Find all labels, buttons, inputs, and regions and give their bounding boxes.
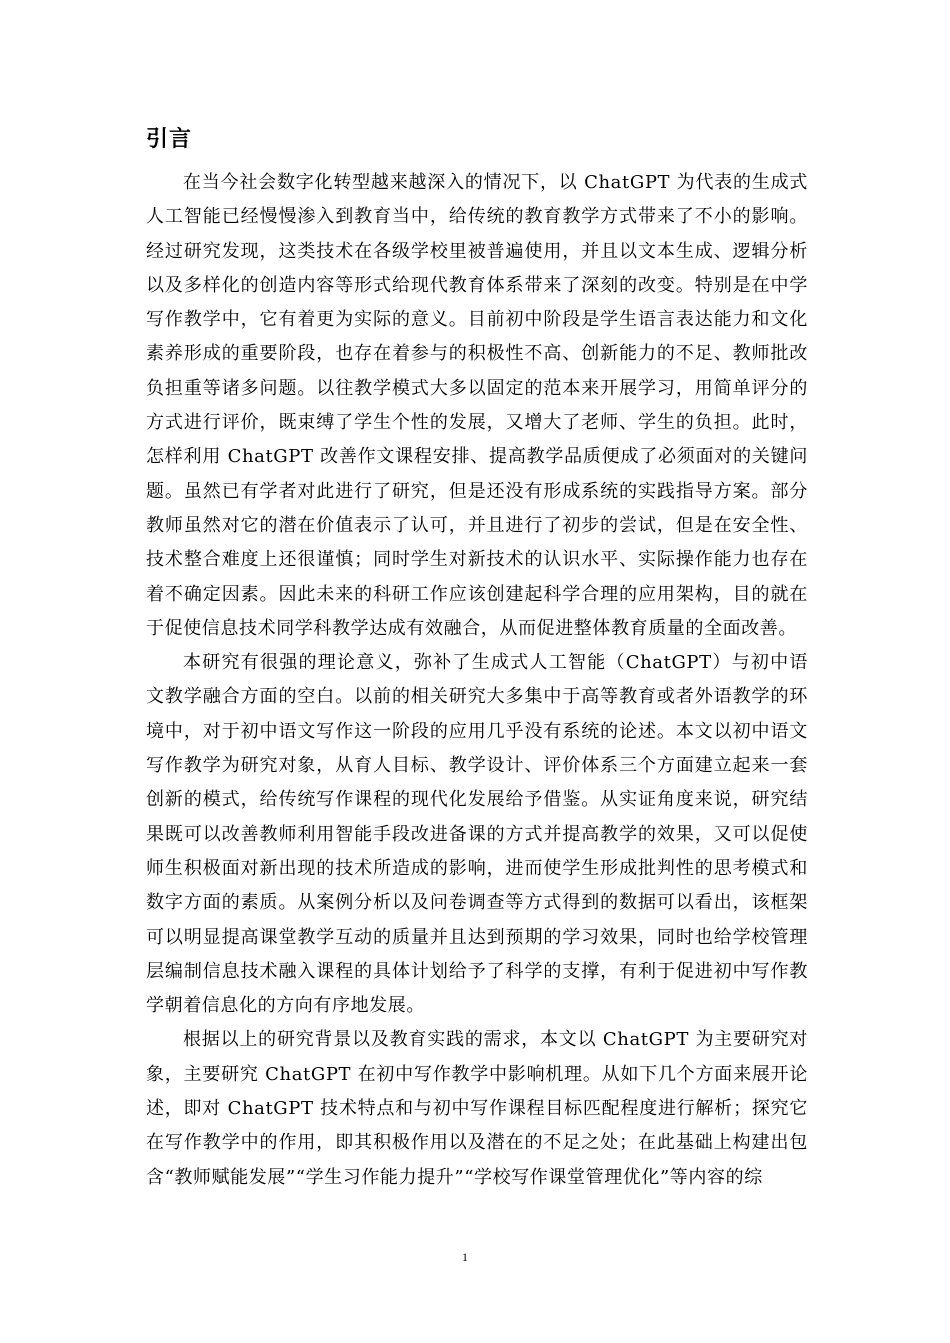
- paragraph-1: 在当今社会数字化转型越来越深入的情况下，以 ChatGPT 为代表的生成式人工智能已经慢慢渗入到教育当中，给传统的教育教学方式带来了不小的影响。经过研究发现，这类技术在各级学校里被普遍使用，并且以文本生成、逻辑分析以及多样化的创造内容等形式给现代教育体系带来了深刻的改变。特别是在中学写作教学中，它有着更为实际的意义。目前初中阶段是学生语言表达能力和文化素养形成的重要阶段，也存在着参与的积极性不高、创新能力的不足、教师批改负担重等诸多问题。以往教学模式大多以固定的范本来开展学习，用简单评分的方式进行评价，既束缚了学生个性的发展，又增大了老师、学生的负担。此时，怎样利用 ChatGPT 改善作文课程安排、提高教学品质便成了必须面对的关键问题。虽然已有学者对此进行了研究，但是还没有形成系统的实践指导方案。部分教师虽然对它的潜在价值表示了认可，并且进行了初步的尝试，但是在安全性、技术整合难度上还很谨慎；同时学生对新技术的认识水平、实际操作能力也存在着不确定因素。因此未来的科研工作应该创建起科学合理的应用架构，目的就在于促使信息技术同学科教学达成有效融合，从而促进整体教育质量的全面改善。: [146, 172, 808, 639]
- body-text: [146, 166, 808, 1195]
- section-heading: 引言: [146, 127, 193, 152]
- page-number: 1: [462, 1250, 468, 1264]
- paragraph-3: 根据以上的研究背景以及教育实践的需求，本文以 ChatGPT 为主要研究对象，主要研究 ChatGPT 在初中写作教学中影响机理。从如下几个方面来展开论述，即对 ChatGPT 技术特点和与初中写作课程目标匹配程度进行解析；探究它在写作教学中的作用，即其积极作用以及潜在的不足之处；在此基础上构建出包含“教师赋能发展”“学生习作能力提升”“学校写作课堂管理优化”等内容的综: [146, 1029, 808, 1188]
- paragraph-2: 本研究有很强的理论意义，弥补了生成式人工智能（ChatGPT）与初中语文教学融合方面的空白。以前的相关研究大多集中于高等教育或者外语教学的环境中，对于初中语文写作这一阶段的应用几乎没有系统的论述。本文以初中语文写作教学为研究对象，从育人目标、教学设计、评价体系三个方面建立起来一套创新的模式，给传统写作课程的现代化发展给予借鉴。从实证角度来说，研究结果既可以改善教师利用智能手段改进备课的方式并提高教学的效果，又可以促使师生积极面对新出现的技术所造成的影响，进而使学生形成批判性的思考模式和数字方面的素质。从案例分析以及问卷调查等方式得到的数据可以看出，该框架可以明显提高课堂教学互动的质量并且达到预期的学习效果，同时也给学校管理层编制信息技术融入课程的具体计划给予了科学的支撑，有利于促进初中写作教学朝着信息化的方向有序地发展。: [146, 652, 808, 1017]
